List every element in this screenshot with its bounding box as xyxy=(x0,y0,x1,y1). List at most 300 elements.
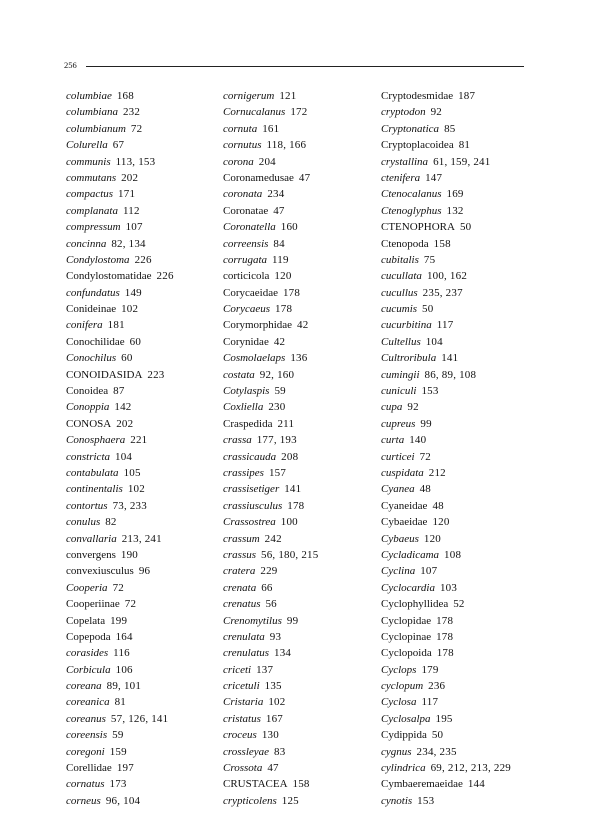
entry-pages: 50 xyxy=(431,729,444,742)
entry-pages: 107 xyxy=(125,221,143,234)
entry-pages: 236 xyxy=(428,680,446,693)
index-entry xyxy=(223,678,383,694)
entry-term: coreana xyxy=(66,680,102,693)
entry-term: Ctenopoda xyxy=(381,237,429,250)
index-entry xyxy=(381,514,541,530)
index-entry xyxy=(223,481,383,497)
entry-pages: 72 xyxy=(419,450,432,463)
index-column-3 xyxy=(381,88,541,809)
entry-term: curticei xyxy=(381,450,415,463)
entry-term: croceus xyxy=(223,729,257,742)
entry-pages: 75 xyxy=(423,253,436,266)
entry-term: complanata xyxy=(66,204,118,217)
entry-term: Crossota xyxy=(223,762,263,775)
entry-term: Corbicula xyxy=(66,663,111,676)
entry-term: cornutus xyxy=(223,139,262,152)
entry-term: Cryptodesmidae xyxy=(381,90,454,102)
entry-pages: 100 xyxy=(280,516,298,529)
entry-term: Copepoda xyxy=(66,630,111,643)
index-entry xyxy=(223,662,383,678)
entry-pages: 82 xyxy=(105,516,117,529)
entry-pages: 118, 166 xyxy=(266,139,307,152)
entry-term: Cyclosalpa xyxy=(381,712,431,725)
index-entry xyxy=(381,776,541,792)
entry-term: Cyclosa xyxy=(381,696,417,709)
entry-pages: 168 xyxy=(116,90,134,102)
entry-pages: 226 xyxy=(134,253,152,266)
entry-pages: 72 xyxy=(130,122,143,135)
index-entry xyxy=(223,596,383,612)
index-entry xyxy=(66,350,226,366)
entry-term: Ctenoglyphus xyxy=(381,204,442,217)
entry-term: crassisetiger xyxy=(223,483,280,496)
entry-term: crassus xyxy=(223,548,257,561)
index-entry xyxy=(381,88,541,104)
index-entry xyxy=(66,793,226,809)
index-entry xyxy=(66,449,226,465)
index-entry xyxy=(223,88,383,104)
entry-term: cucumis xyxy=(381,303,418,316)
index-entry xyxy=(381,563,541,579)
entry-term: coreanica xyxy=(66,696,110,709)
index-entry xyxy=(381,268,541,284)
entry-pages: 67 xyxy=(112,139,125,152)
index-entry xyxy=(223,514,383,530)
entry-term: crassum xyxy=(223,532,260,545)
entry-term: Conosphaera xyxy=(66,434,126,447)
entry-term: Cyclocardia xyxy=(381,581,435,594)
entry-term: Cooperia xyxy=(66,581,108,594)
entry-pages: 136 xyxy=(290,352,308,365)
index-entry xyxy=(66,432,226,448)
index-entry xyxy=(223,268,383,284)
index-entry xyxy=(381,711,541,727)
entry-pages: 223 xyxy=(147,368,165,381)
entry-term: criceti xyxy=(223,663,252,676)
entry-pages: 202 xyxy=(121,171,139,184)
entry-term: Conoidea xyxy=(66,385,109,398)
entry-term: crenatus xyxy=(223,598,261,611)
entry-term: Conochilidae xyxy=(66,335,125,348)
entry-term: crenulatus xyxy=(223,647,270,660)
entry-term: crystallina xyxy=(381,155,429,168)
index-entry xyxy=(66,268,226,284)
entry-term: Colurella xyxy=(66,139,108,152)
entry-term: contabulata xyxy=(66,466,119,479)
entry-pages: 172 xyxy=(290,106,308,119)
index-entry xyxy=(223,449,383,465)
index-entry xyxy=(66,645,226,661)
entry-term: Cornucalanus xyxy=(223,106,286,119)
entry-pages: 107 xyxy=(420,565,438,578)
entry-term: Cyanea xyxy=(381,483,415,496)
entry-pages: 226 xyxy=(156,270,174,283)
index-entry xyxy=(381,727,541,743)
entry-term: Cyclopinae xyxy=(381,630,432,643)
entry-pages: 59 xyxy=(112,729,124,742)
index-entry xyxy=(381,285,541,301)
index-entry xyxy=(381,481,541,497)
entry-term: Cydippida xyxy=(381,729,427,742)
entry-pages: 169 xyxy=(446,188,464,201)
index-entry xyxy=(223,498,383,514)
entry-pages: 195 xyxy=(435,712,453,725)
index-entry xyxy=(66,301,226,317)
entry-pages: 92 xyxy=(430,106,443,119)
entry-term: cornigerum xyxy=(223,90,275,102)
entry-pages: 117 xyxy=(436,319,454,332)
entry-term: crassa xyxy=(223,434,252,447)
entry-term: convexiusculus xyxy=(66,565,134,578)
entry-term: crassiusculus xyxy=(223,499,283,512)
entry-pages: 202 xyxy=(116,417,134,430)
entry-term: corona xyxy=(223,155,254,168)
entry-term: continentalis xyxy=(66,483,123,496)
index-entry xyxy=(381,301,541,317)
entry-term: Cymbaeremaeidae xyxy=(381,778,463,791)
index-entry xyxy=(66,416,226,432)
entry-pages: 204 xyxy=(258,155,276,168)
entry-term: coreanus xyxy=(66,712,106,725)
entry-term: conulus xyxy=(66,516,101,529)
entry-term: cornatus xyxy=(66,778,105,791)
index-entry xyxy=(66,203,226,219)
index-entry xyxy=(66,236,226,252)
index-entry xyxy=(223,694,383,710)
index-entry xyxy=(381,645,541,661)
index-entry xyxy=(66,498,226,514)
header-rule xyxy=(86,66,524,67)
index-entry xyxy=(223,432,383,448)
page-number: 256 xyxy=(64,60,77,70)
index-entry xyxy=(223,203,383,219)
index-entry xyxy=(381,629,541,645)
index-entry xyxy=(66,760,226,776)
entry-pages: 199 xyxy=(110,614,128,627)
index-entry xyxy=(223,629,383,645)
index-entry xyxy=(381,678,541,694)
index-entry xyxy=(66,285,226,301)
entry-term: convergens xyxy=(66,548,116,561)
index-entry xyxy=(66,104,226,120)
index-entry xyxy=(66,744,226,760)
index-entry xyxy=(381,137,541,153)
index-entry xyxy=(66,727,226,743)
entry-pages: 72 xyxy=(112,581,124,594)
index-entry xyxy=(223,301,383,317)
entry-pages: 235, 237 xyxy=(422,286,463,299)
entry-term: Cyaneidae xyxy=(381,499,428,512)
entry-pages: 48 xyxy=(419,483,432,496)
entry-pages: 149 xyxy=(124,286,142,299)
entry-term: cygnus xyxy=(381,745,412,758)
entry-pages: 178 xyxy=(275,303,293,316)
index-entry xyxy=(66,252,226,268)
entry-pages: 141 xyxy=(441,352,459,365)
index-entry xyxy=(223,711,383,727)
index-entry xyxy=(223,121,383,137)
entry-pages: 96, 104 xyxy=(105,794,141,807)
index-entry xyxy=(223,613,383,629)
index-entry xyxy=(381,203,541,219)
index-entry xyxy=(381,367,541,383)
entry-pages: 42 xyxy=(297,319,309,332)
entry-pages: 66 xyxy=(261,581,273,594)
index-entry xyxy=(381,236,541,252)
index-entry xyxy=(66,514,226,530)
index-entry xyxy=(223,531,383,547)
entry-pages: 141 xyxy=(284,483,302,496)
entry-pages: 50 xyxy=(459,221,472,234)
entry-pages: 92 xyxy=(407,401,419,414)
index-entry xyxy=(381,104,541,120)
entry-pages: 42 xyxy=(273,335,286,348)
entry-term: cynotis xyxy=(381,794,413,807)
entry-term: cuspidata xyxy=(381,466,424,479)
entry-pages: 99 xyxy=(286,614,299,627)
entry-term: Craspedida xyxy=(223,417,273,430)
entry-pages: 147 xyxy=(425,171,443,184)
entry-term: cricetuli xyxy=(223,680,260,693)
entry-pages: 69, 212, 213, 229 xyxy=(430,762,512,775)
entry-term: corasides xyxy=(66,647,109,660)
index-entry xyxy=(223,416,383,432)
index-entry xyxy=(66,154,226,170)
entry-term: Cyclops xyxy=(381,663,417,676)
entry-term: confundatus xyxy=(66,286,120,299)
index-entry xyxy=(223,793,383,809)
entry-term: cumingii xyxy=(381,368,420,381)
entry-pages: 208 xyxy=(281,450,299,463)
entry-term: corneus xyxy=(66,794,101,807)
entry-term: constricta xyxy=(66,450,110,463)
index-entry xyxy=(66,317,226,333)
entry-pages: 153 xyxy=(417,794,435,807)
entry-pages: 89, 101 xyxy=(106,680,142,693)
entry-pages: 178 xyxy=(436,614,454,627)
entry-pages: 157 xyxy=(268,466,287,479)
entry-pages: 86, 89, 108 xyxy=(424,368,477,381)
index-entry xyxy=(223,104,383,120)
entry-pages: 112 xyxy=(122,204,140,217)
entry-term: cucullata xyxy=(381,270,422,283)
entry-pages: 100, 162 xyxy=(426,270,468,283)
entry-pages: 161 xyxy=(262,122,280,135)
entry-pages: 105 xyxy=(123,466,141,479)
entry-term: Conoppia xyxy=(66,401,110,414)
entry-pages: 178 xyxy=(287,499,305,512)
entry-term: Cybaeus xyxy=(381,532,419,545)
entry-term: Crenomytilus xyxy=(223,614,282,627)
entry-pages: 82, 134 xyxy=(111,237,146,250)
entry-term: Conideinae xyxy=(66,303,117,316)
index-entry xyxy=(223,252,383,268)
entry-pages: 102 xyxy=(127,483,145,496)
entry-pages: 142 xyxy=(114,401,132,414)
index-entry xyxy=(223,285,383,301)
index-entry xyxy=(223,219,383,235)
index-entry xyxy=(66,137,226,153)
entry-pages: 234, 235 xyxy=(416,745,457,758)
entry-pages: 171 xyxy=(118,188,136,201)
entry-pages: 56, 180, 215 xyxy=(261,548,319,561)
index-entry xyxy=(381,662,541,678)
entry-term: cucullus xyxy=(381,286,418,299)
entry-term: Crassostrea xyxy=(223,516,276,529)
entry-term: Cristaria xyxy=(223,696,264,709)
entry-pages: 106 xyxy=(115,663,133,676)
entry-pages: 120 xyxy=(274,270,292,283)
entry-pages: 48 xyxy=(432,499,444,512)
index-entry xyxy=(223,154,383,170)
index-entry xyxy=(381,219,541,235)
entry-pages: 99 xyxy=(420,417,432,430)
index-entry xyxy=(381,170,541,186)
entry-pages: 83 xyxy=(274,745,286,758)
index-entry xyxy=(223,776,383,792)
index-entry xyxy=(66,776,226,792)
index-entry xyxy=(66,531,226,547)
index-entry xyxy=(381,399,541,415)
entry-pages: 85 xyxy=(444,122,456,135)
entry-pages: 81 xyxy=(458,139,471,152)
index-entry xyxy=(381,465,541,481)
index-entry xyxy=(381,121,541,137)
entry-pages: 61, 159, 241 xyxy=(433,155,491,168)
index-entry xyxy=(381,317,541,333)
entry-pages: 121 xyxy=(279,90,297,102)
entry-pages: 84 xyxy=(273,237,285,250)
entry-term: Cosmolaelaps xyxy=(223,352,286,365)
index-entry xyxy=(66,383,226,399)
entry-pages: 104 xyxy=(115,450,133,463)
entry-term: Cybaeidae xyxy=(381,516,428,529)
index-entry xyxy=(223,170,383,186)
entry-term: crossleyae xyxy=(223,745,270,758)
entry-pages: 144 xyxy=(467,778,485,791)
entry-term: CRUSTACEA xyxy=(223,778,288,791)
index-entry xyxy=(381,154,541,170)
entry-pages: 160 xyxy=(280,221,298,234)
entry-pages: 113, 153 xyxy=(115,155,156,168)
entry-term: cupreus xyxy=(381,417,416,430)
index-entry xyxy=(223,399,383,415)
entry-term: compressum xyxy=(66,221,121,234)
entry-pages: 56 xyxy=(265,598,277,611)
entry-term: correensis xyxy=(223,237,269,250)
index-entry xyxy=(66,580,226,596)
entry-term: Cultroribula xyxy=(381,352,437,365)
entry-term: coregoni xyxy=(66,745,105,758)
index-entry xyxy=(66,186,226,202)
index-entry xyxy=(223,744,383,760)
entry-term: conifera xyxy=(66,319,103,332)
entry-pages: 93 xyxy=(269,630,282,643)
index-entry xyxy=(66,547,226,563)
entry-term: Corycaeidae xyxy=(223,286,278,299)
entry-term: cornuta xyxy=(223,122,258,135)
entry-pages: 140 xyxy=(409,434,427,447)
index-entry xyxy=(381,334,541,350)
index-entry xyxy=(381,613,541,629)
index-entry xyxy=(66,334,226,350)
entry-term: crassicauda xyxy=(223,450,277,463)
index-entry xyxy=(223,465,383,481)
entry-pages: 221 xyxy=(130,434,148,447)
entry-pages: 60 xyxy=(129,335,142,348)
entry-term: Condylostomatidae xyxy=(66,270,152,283)
entry-term: Corellidae xyxy=(66,762,112,775)
entry-term: compactus xyxy=(66,188,114,201)
entry-term: Cyclophyllidea xyxy=(381,598,449,611)
index-entry xyxy=(223,317,383,333)
entry-pages: 181 xyxy=(107,319,125,332)
entry-pages: 229 xyxy=(260,565,278,578)
index-entry xyxy=(66,399,226,415)
entry-pages: 137 xyxy=(256,663,274,676)
entry-pages: 173 xyxy=(109,778,127,791)
entry-term: Cyclopidae xyxy=(381,614,432,627)
entry-pages: 212 xyxy=(428,466,446,479)
index-entry xyxy=(381,350,541,366)
index-entry xyxy=(66,367,226,383)
entry-pages: 130 xyxy=(261,729,279,742)
entry-term: concinna xyxy=(66,237,107,250)
entry-term: Cooperiinae xyxy=(66,598,120,611)
index-entry xyxy=(66,465,226,481)
entry-pages: 178 xyxy=(282,286,301,299)
index-entry xyxy=(66,694,226,710)
index-entry xyxy=(66,678,226,694)
entry-term: cratera xyxy=(223,565,256,578)
entry-term: Corymorphidae xyxy=(223,319,293,332)
entry-term: cylindrica xyxy=(381,762,426,775)
entry-pages: 96 xyxy=(138,565,151,578)
index-entry xyxy=(66,121,226,137)
entry-pages: 47 xyxy=(273,204,285,217)
index-entry xyxy=(223,760,383,776)
entry-term: Conochilus xyxy=(66,352,117,365)
index-entry xyxy=(223,547,383,563)
entry-term: Cycladicama xyxy=(381,548,440,561)
entry-term: commutans xyxy=(66,171,117,184)
index-entry xyxy=(381,449,541,465)
entry-pages: 179 xyxy=(421,663,439,676)
index-entry xyxy=(223,137,383,153)
entry-pages: 135 xyxy=(264,680,282,693)
entry-term: Copelata xyxy=(66,614,106,627)
entry-term: CTENOPHORA xyxy=(381,221,455,234)
index-entry xyxy=(66,219,226,235)
entry-pages: 119 xyxy=(272,253,289,266)
entry-pages: 52 xyxy=(453,598,465,611)
entry-term: ctenifera xyxy=(381,171,421,184)
index-entry xyxy=(223,350,383,366)
entry-pages: 153 xyxy=(421,385,439,398)
entry-pages: 230 xyxy=(268,401,286,414)
entry-pages: 234 xyxy=(267,188,285,201)
index-entry xyxy=(223,334,383,350)
entry-pages: 57, 126, 141 xyxy=(110,712,169,725)
index-entry xyxy=(66,662,226,678)
entry-pages: 50 xyxy=(422,303,434,316)
entry-term: corrugata xyxy=(223,253,267,266)
entry-term: Cryptonatica xyxy=(381,122,440,135)
entry-pages: 92, 160 xyxy=(259,368,295,381)
entry-term: cupa xyxy=(381,401,403,414)
entry-term: coronata xyxy=(223,188,263,201)
entry-term: costata xyxy=(223,368,255,381)
